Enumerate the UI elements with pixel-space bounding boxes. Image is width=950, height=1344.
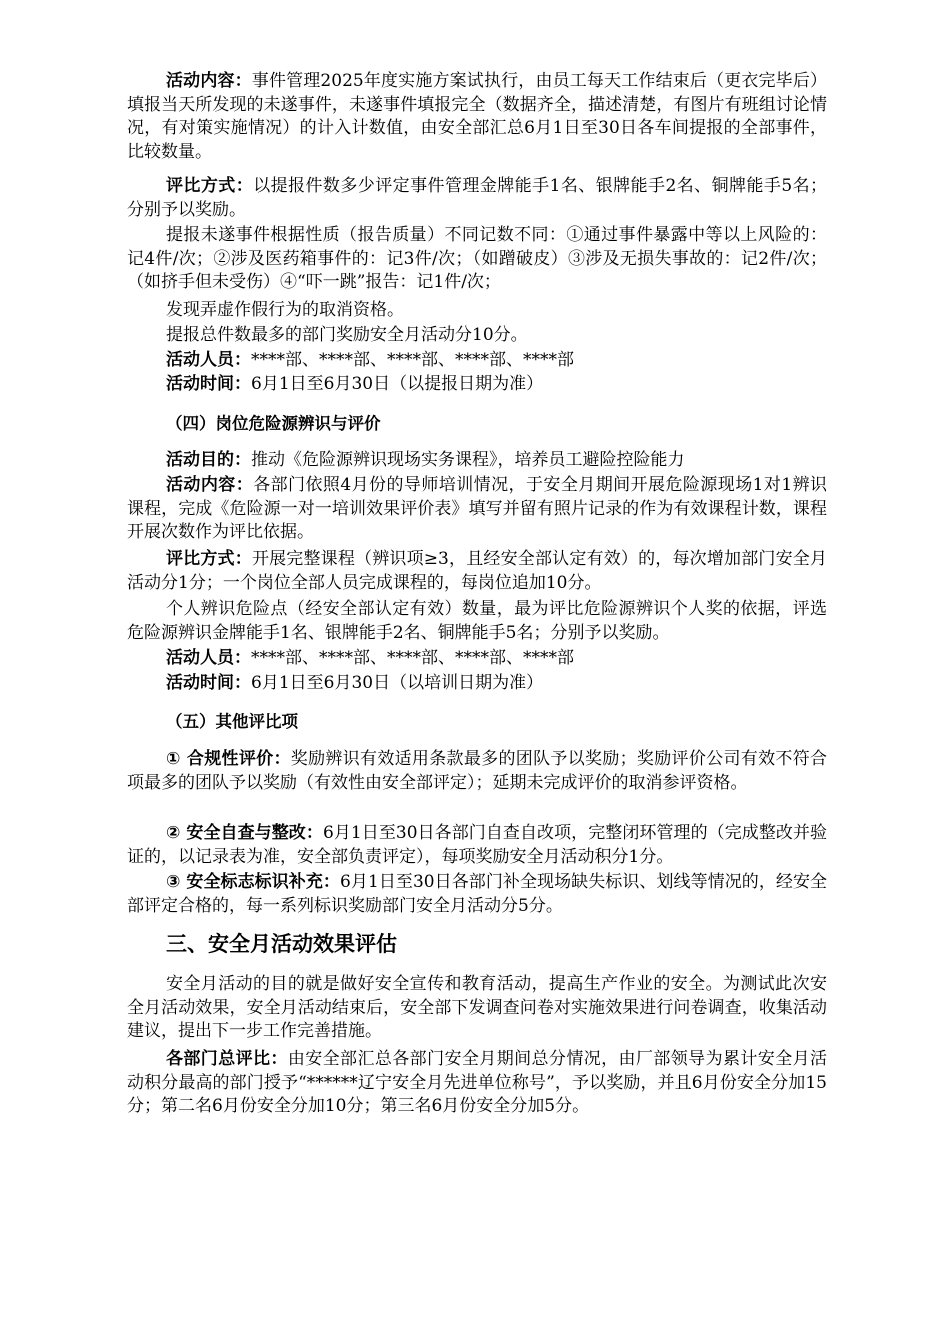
part3-people-label: 活动人员： xyxy=(166,350,251,370)
section3-summary-text: 由安全部汇总各部门安全月期间总分情况，由厂部领导为累计安全月活动积分最高的部门授予“******辽宁安全月先进单位称号”，予以奖励，并且6月份安全分加15分；第二名6月份安全分加10分；第三名6月份安全分加5分。 xyxy=(127,1049,828,1116)
part4-time-label: 活动时间： xyxy=(166,673,251,693)
part4-method-label: 评比方式： xyxy=(166,549,252,569)
part5-item1-label: ① 合规性评价： xyxy=(166,749,291,769)
part5-heading: （五）其他评比项 xyxy=(166,712,298,731)
part4-purpose-label: 活动目的： xyxy=(166,450,251,470)
part3-dept-award-paragraph: 提报总件数最多的部门奖励安全月活动分10分。 xyxy=(166,325,528,345)
part5-item2-label: ② 安全自查与整改： xyxy=(166,823,323,843)
part4-purpose-text: 推动《危险源辨识现场实务课程》，培养员工避险控险能力 xyxy=(251,450,685,470)
part4-heading: （四）岗位危险源辨识与评价 xyxy=(166,414,381,433)
part5-item1-paragraph xyxy=(127,748,827,795)
part5-item3-paragraph xyxy=(127,871,827,918)
part3-content-paragraph xyxy=(127,70,827,164)
part3-people-paragraph xyxy=(127,349,827,373)
part4-time-paragraph xyxy=(127,672,827,696)
part5-item2-text: 6月1日至30日各部门自查自改项，完整闭环管理的（完成整改并验证的，以记录表为准，安全部负责评定），每项奖励安全月活动积分1分。 xyxy=(127,823,828,867)
part5-item3-label: ③ 安全标志标识补充： xyxy=(166,872,340,892)
part4-content-text: 各部门依照4月份的导师培训情况，于安全月期间开展危险源现场1对1辨识课程，完成《危险源一对一培训效果评价表》填写并留有照片记录的作为有效课程计数，课程开展次数作为评比依据。 xyxy=(127,475,828,542)
part3-time-paragraph xyxy=(127,373,827,397)
part4-content-label: 活动内容： xyxy=(166,475,254,495)
part4-method-paragraph xyxy=(127,548,827,595)
part3-method-paragraph xyxy=(127,175,827,222)
part4-people-label: 活动人员： xyxy=(166,648,251,668)
part3-content-text: 事件管理2025年度实施方案试执行，由员工每天工作结束后（更衣完毕后）填报当天所发现的未遂事件，未遂事件填报完全（数据齐全，描述清楚，有图片有班组讨论情况，有对策实施情况）的计入计数值，由安全部汇总6月1日至30日各车间提报的全部事件，比较数量。 xyxy=(127,71,827,162)
part3-method-text: 以提报件数多少评定事件管理金牌能手1名、银牌能手2名、铜牌能手5名；分别予以奖励。 xyxy=(127,176,828,220)
part5-item2-paragraph xyxy=(127,822,827,869)
part3-rule-paragraph: 提报未遂事件根据性质（报告质量）不同记数不同：①通过事件暴露中等以上风险的：记4件/次；②涉及医药箱事件的：记3件/次；（如蹭破皮）③涉及无损失事故的：记2件/次；（如挤手但未受伤）④“吓一跳”报告：记1件/次； xyxy=(127,225,827,292)
part4-purpose-paragraph xyxy=(127,449,827,473)
part3-fraud-paragraph: 发现弄虚作假行为的取消资格。 xyxy=(166,300,404,320)
section3-summary-paragraph xyxy=(127,1048,827,1119)
part3-method-label: 评比方式： xyxy=(166,176,254,196)
part3-time-text: 6月1日至6月30日（以提报日期为准） xyxy=(251,374,544,394)
part3-content-label: 活动内容： xyxy=(166,71,252,91)
section3-intro-paragraph: 安全月活动的目的就是做好安全宣传和教育活动，提高生产作业的安全。为测试此次安全月活动效果，安全月活动结束后，安全部下发调查问卷对实施效果进行问卷调查，收集活动建议，提出下一步工作完善措施。 xyxy=(127,974,827,1041)
part3-people-text: ****部、****部、****部、****部、****部 xyxy=(251,350,574,370)
part4-time-text: 6月1日至6月30日（以培训日期为准） xyxy=(251,673,544,693)
part5-item3-text: 6月1日至30日各部门补全现场缺失标识、划线等情况的，经安全部评定合格的，每一系列标识奖励部门安全月活动分5分。 xyxy=(127,872,828,916)
part5-item1-text: 奖励辨识有效适用条款最多的团队予以奖励；奖励评价公司有效不符合项最多的团队予以奖励（有效性由安全部评定）；延期未完成评价的取消参评资格。 xyxy=(127,749,828,793)
part4-people-paragraph xyxy=(127,647,827,671)
part3-time-label: 活动时间： xyxy=(166,374,251,394)
part4-personal-paragraph: 个人辨识危险点（经安全部认定有效）数量，最为评比危险源辨识个人奖的依据，评选危险源辨识金牌能手1名、银牌能手2名、铜牌能手5名；分别予以奖励。 xyxy=(127,599,827,643)
section3-summary-label: 各部门总评比： xyxy=(166,1049,288,1069)
part4-method-text: 开展完整课程（辨识项≥3，且经安全部认定有效）的，每次增加部门安全月活动分1分；一个岗位全部人员完成课程的，每岗位追加10分。 xyxy=(127,549,827,593)
part4-content-paragraph xyxy=(127,474,827,545)
part4-people-text: ****部、****部、****部、****部、****部 xyxy=(251,648,574,668)
section3-heading: 三、安全月活动效果评估 xyxy=(166,932,397,956)
